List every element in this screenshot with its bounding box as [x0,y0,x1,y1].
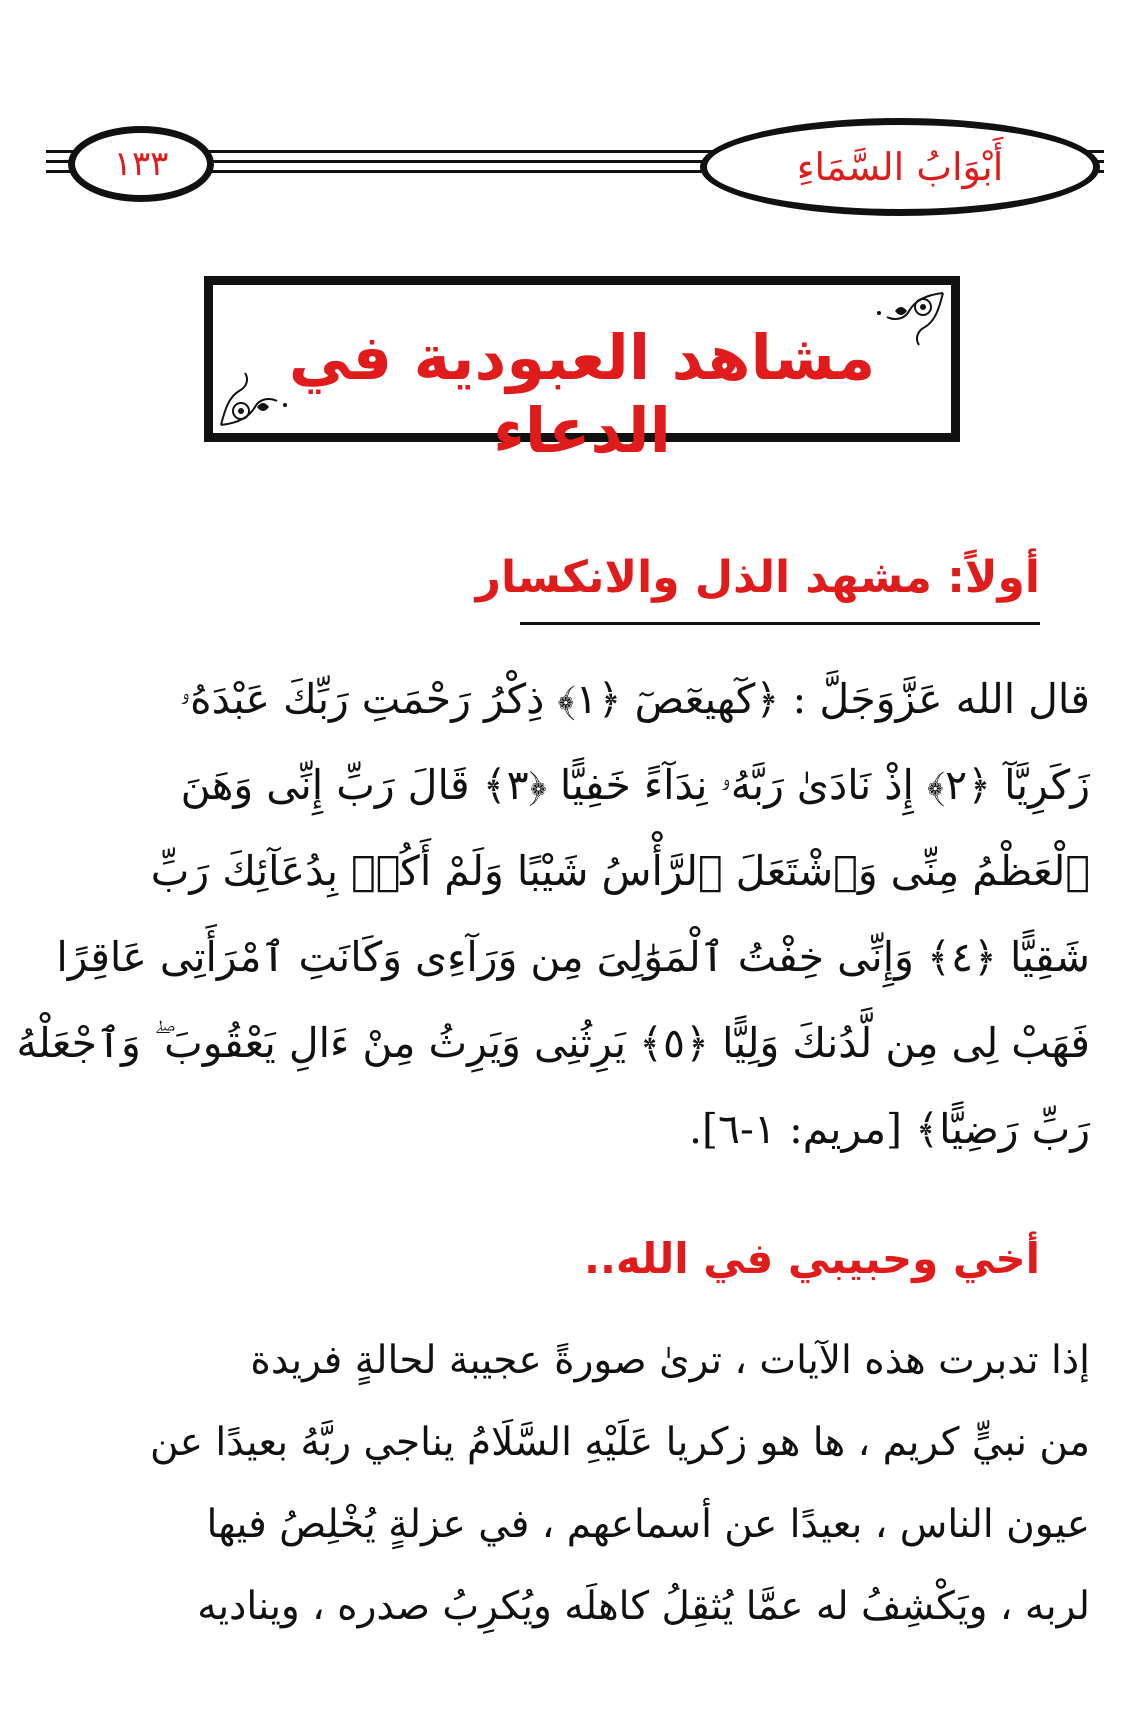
quran-line: فَهَبْ لِى مِن لَّدُنكَ وَلِيًّا ﴿٥﴾ يَرِثُنِى وَيَرِثُ مِنْ ءَالِ يَعْقُوبَ ۖ وَٱجْعَلْهُ [16,1019,1090,1067]
book-title-oval [700,118,1100,216]
chapter-title: مشاهد العبودية في الدعاء [288,321,876,467]
body-line: عيون الناس ، بعيدًا عن أسماعهم ، في عزلةٍ يُخْلِصُ فيها [206,1502,1090,1547]
body-paragraph [50,1320,1090,1648]
quran-line: ٱلْعَظْمُ مِنِّى وَٱشْتَعَلَ ٱلرَّأْسُ شَيْبًا وَلَمْ أَكُنۢ بِدُعَآئِكَ رَبِّ [150,847,1090,895]
section-underline [520,622,1040,625]
body-line: إذا تدبرت هذه الآيات ، ترىٰ صورةً عجيبة لحالةٍ فريدة [250,1338,1090,1383]
book-title: أَبْوَابُ السَّمَاءِ [796,145,1004,189]
body-line: لربه ، ويَكْشِفُ له عمَّا يُثقِلُ كاهلَه ويُكرِبُ صدره ، ويناديه [197,1584,1090,1629]
body-line: من نبيٍّ كريم ، ها هو زكريا عَلَيْهِ السَّلَامُ يناجي ربَّهُ بعيدًا عن [150,1420,1090,1465]
quran-line: زَكَرِيَّآ ﴿٢﴾ إِذْ نَادَىٰ رَبَّهُۥ نِدَآءً خَفِيًّا ﴿٣﴾ قَالَ رَبِّ إِنِّى وَهَنَ [180,761,1090,809]
quran-line: شَقِيًّا ﴿٤﴾ وَإِنِّى خِفْتُ ٱلْمَوَٰلِىَ مِن وَرَآءِى وَكَانَتِ ٱمْرَأَتِى عَاقِرًا [56,933,1090,981]
subheading: أخي وحبيبي في الله.. [583,1234,1040,1283]
page-number: ١٣٣ [113,144,169,184]
quran-line: قال الله عَزَّوَجَلَّ : ﴿كٓهيعٓصٓ ﴿١﴾ ذِكْرُ رَحْمَتِ رَبِّكَ عَبْدَهُۥ [179,675,1090,723]
quran-verses [16,656,1090,1172]
section-heading: أولاً: مشهد الذل والانكسار [475,552,1040,603]
page-number-oval [68,126,214,202]
quran-line: رَبِّ رَضِيًّا﴾ [مريم: ١-٦]. [688,1105,1090,1153]
chapter-title-box [204,276,960,467]
